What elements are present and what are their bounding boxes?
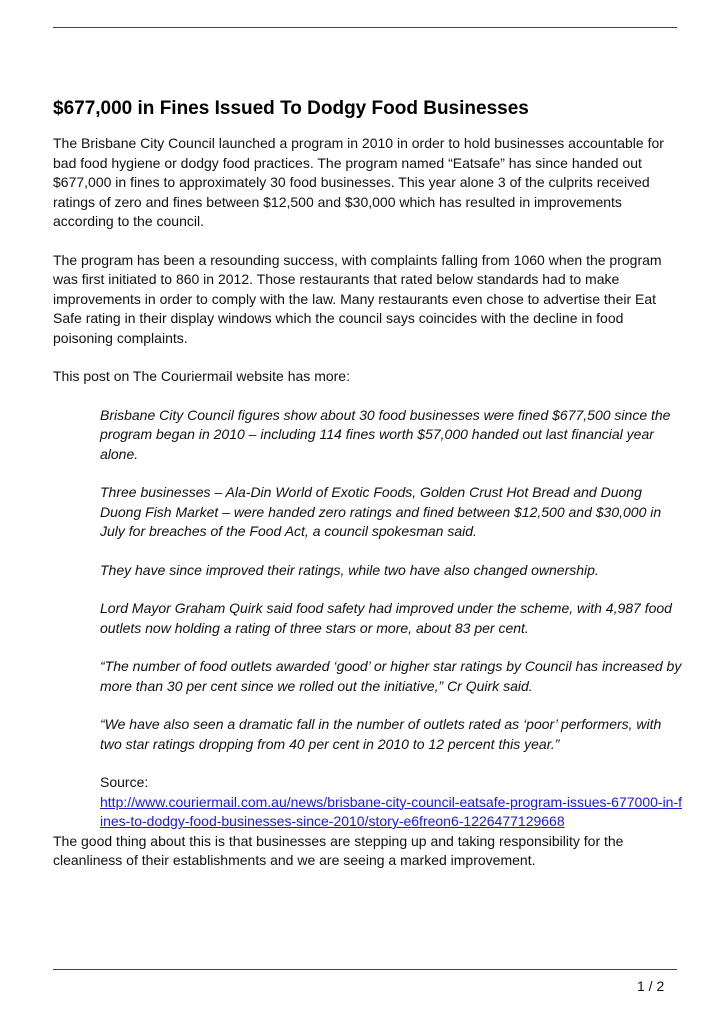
quote-paragraph: Lord Mayor Graham Quirk said food safety had improved under the scheme, with 4,987 food outlets now holding a rating of three stars or more, about 83 per cent.: [100, 600, 672, 636]
quote-paragraph: “We have also seen a dramatic fall in the number of outlets rated as ‘poor’ performers, with two star ratings dropping from 40 per cent in 2010 to 12 percent this year.”: [100, 716, 662, 752]
paragraph-intro: The Brisbane City Council launched a program in 2010 in order to hold businesses accountable for bad food hygiene or dodgy food practices. The program named “Eatsafe” has since handed out $677,000 in fines to approximately 30 food businesses. This year alone 3 of the culprits received ratings of zero and fines between $12,500 and $30,000 which has resulted in improvements according to the council.: [53, 135, 664, 229]
source-block: [100, 773, 685, 832]
quote-paragraph: Three businesses – Ala-Din World of Exotic Foods, Golden Crust Hot Bread and Duong Duong Fish Market – were handed zero ratings and fined between $12,500 and $30,000 in July for breaches of the Food Act, a council spokesman said.: [100, 484, 662, 539]
blockquote: [100, 406, 685, 755]
quote-paragraph: They have since improved their ratings, while two have also changed ownership.: [100, 561, 599, 578]
quote-paragraph: “The number of food outlets awarded ‘good’ or higher star ratings by Council has increased by more than 30 per cent since we rolled out the initiative,” Cr Quirk said.: [100, 658, 682, 694]
paragraph-more: This post on The Couriermail website has more:: [53, 368, 350, 384]
paragraph-closing: The good thing about this is that businesses are stepping up and taking responsibility for the cleanliness of their establishments and we are seeing a marked improvement.: [53, 832, 624, 868]
quote-paragraph: Brisbane City Council figures show about 30 food businesses were fined $677,500 since the program began in 2010 – including 114 fines worth $57,000 handed out last financial year alone.: [100, 406, 671, 462]
article-title: $677,000 in Fines Issued To Dodgy Food Businesses: [53, 98, 529, 119]
header-rule: [53, 27, 677, 28]
footer-rule: [53, 969, 677, 970]
source-link[interactable]: http://www.couriermail.com.au/news/brisbane-city-council-eatsafe-program-issues-677000-in-fines-to-dodgy-food-businesses-since-2010/story-e6freon6-1226477129668: [100, 793, 683, 829]
paragraph-success: The program has been a resounding success, with complaints falling from 1060 when the program was first initiated to 860 in 2012. Those restaurants that rated below standards had to make improvements in order to comply with the law. Many restaurants even chose to advertise their Eat Safe rating in their display windows which the council says coincides with the decline in food poisoning complaints.: [53, 251, 662, 346]
source-label: Source:: [100, 774, 149, 790]
page-number: 1 / 2: [637, 978, 665, 994]
article: [53, 97, 683, 890]
